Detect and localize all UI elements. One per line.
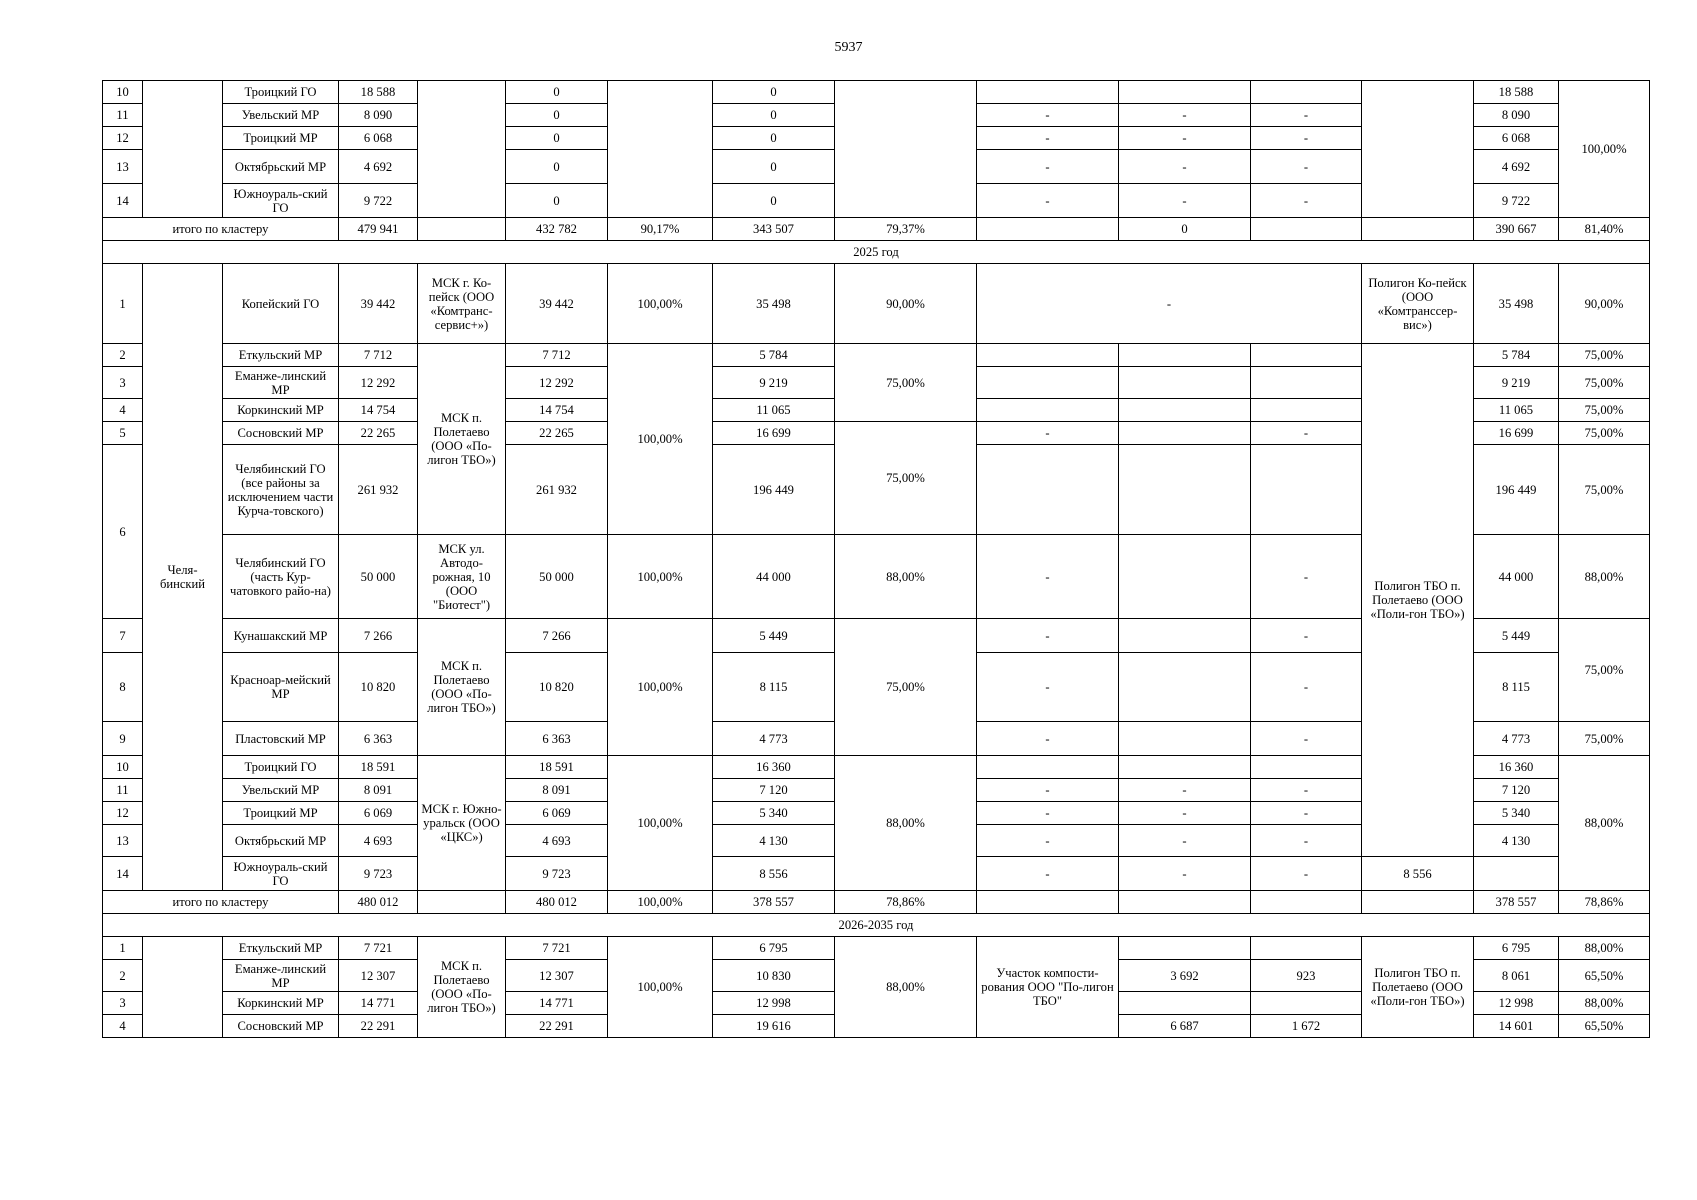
extra-col-3 (1251, 756, 1362, 779)
compost-volume (1119, 937, 1251, 960)
row-number: 11 (103, 104, 143, 127)
extra-col-3: - (1251, 619, 1362, 653)
total-extra-2 (1119, 891, 1251, 914)
municipality: Коркинский МР (223, 399, 339, 422)
municipality: Еманже-линский МР (223, 960, 339, 992)
processed-volume: 6 795 (713, 937, 835, 960)
generated-volume: 14 754 (339, 399, 418, 422)
disposed-volume: 6 795 (1474, 937, 1559, 960)
municipality: Сосновский МР (223, 1015, 339, 1038)
municipality: Троицкий ГО (223, 81, 339, 104)
extra-col-3 (1251, 399, 1362, 422)
extra-col-2: - (1119, 857, 1251, 891)
total-disposed: 390 667 (1474, 218, 1559, 241)
total-sorted: 432 782 (506, 218, 608, 241)
sorted-volume: 0 (506, 184, 608, 218)
extra-col-1 (977, 756, 1119, 779)
processed-percent: 75,00% (835, 344, 977, 422)
compost-volume (1119, 992, 1251, 1015)
municipality: Копейский ГО (223, 264, 339, 344)
municipality: Челябинский ГО (часть Кур-чатовкого райо-на) (223, 535, 339, 619)
total-processed-percent: 78,86% (835, 891, 977, 914)
extra-col-2 (1119, 422, 1251, 445)
sorting-facility: МСК ул. Автодо-рожная, 10 (ООО "Биотест") (418, 535, 506, 619)
processed-volume: 0 (713, 104, 835, 127)
disposed-volume: 6 068 (1474, 127, 1559, 150)
disposed-volume: 7 120 (1474, 779, 1559, 802)
sorted-volume: 7 266 (506, 619, 608, 653)
generated-volume: 261 932 (339, 445, 418, 535)
total-disposed-percent: 81,40% (1559, 218, 1650, 241)
table-row (103, 81, 1650, 104)
processed-percent: 75,00% (835, 619, 977, 756)
sorted-volume: 0 (506, 127, 608, 150)
total-processed: 343 507 (713, 218, 835, 241)
generated-volume: 14 771 (339, 992, 418, 1015)
total-extra-1 (977, 891, 1119, 914)
processed-volume: 35 498 (713, 264, 835, 344)
disposed-percent: 75,00% (1559, 367, 1650, 399)
cluster-cell (143, 937, 223, 1038)
processed-percent (835, 81, 977, 218)
processed-volume: 44 000 (713, 535, 835, 619)
total-extra-3 (1251, 218, 1362, 241)
extra-col-1: - (977, 104, 1119, 127)
municipality: Троицкий МР (223, 127, 339, 150)
generated-volume: 6 363 (339, 722, 418, 756)
total-processed: 378 557 (713, 891, 835, 914)
row-number: 14 (103, 184, 143, 218)
total-label: итого по кластеру (103, 218, 339, 241)
sorted-volume: 18 591 (506, 756, 608, 779)
total-extra-3 (1251, 891, 1362, 914)
extra-col-1: - (977, 779, 1119, 802)
row-number: 10 (103, 81, 143, 104)
row-number: 10 (103, 756, 143, 779)
processed-percent: 88,00% (835, 756, 977, 891)
municipality: Коркинский МР (223, 992, 339, 1015)
generated-volume: 9 722 (339, 184, 418, 218)
disposed-volume: 16 360 (1474, 756, 1559, 779)
extra-col-2 (1119, 619, 1251, 653)
sorted-volume: 9 723 (506, 857, 608, 891)
municipality: Южноураль-ский ГО (223, 184, 339, 218)
processed-volume: 0 (713, 81, 835, 104)
section-header-row (103, 914, 1650, 937)
sorted-percent (608, 81, 713, 218)
processed-volume: 19 616 (713, 1015, 835, 1038)
processed-volume: 196 449 (713, 445, 835, 535)
sorted-volume: 14 754 (506, 399, 608, 422)
table-row (103, 344, 1650, 367)
extra-col-1: - (977, 184, 1119, 218)
generated-volume: 7 712 (339, 344, 418, 367)
disposed-percent: 88,00% (1559, 535, 1650, 619)
extra-col-2 (1119, 399, 1251, 422)
processed-volume: 4 773 (713, 722, 835, 756)
sorted-percent: 100,00% (608, 619, 713, 756)
extra-col-3: - (1251, 535, 1362, 619)
disposed-percent: 75,00% (1559, 422, 1650, 445)
extra-col-3: - (1251, 150, 1362, 184)
municipality: Еткульский МР (223, 344, 339, 367)
municipality: Октябрьский МР (223, 150, 339, 184)
sorting-facility (418, 81, 506, 218)
processed-volume: 8 556 (713, 857, 835, 891)
total-label: итого по кластеру (103, 891, 339, 914)
sorted-percent: 100,00% (608, 535, 713, 619)
extra-col-1: - (977, 422, 1119, 445)
total-disposal-facility (1362, 891, 1474, 914)
disposed-volume: 44 000 (1474, 535, 1559, 619)
generated-volume: 9 723 (339, 857, 418, 891)
disposed-percent: 88,00% (1559, 992, 1650, 1015)
cluster-name: Челя-бинский (143, 264, 223, 891)
generated-volume: 50 000 (339, 535, 418, 619)
disposal-facility (1362, 81, 1474, 218)
compost-facility: Участок компости-рования ООО "По-лигон ТБО" (977, 937, 1119, 1038)
sorted-volume: 12 292 (506, 367, 608, 399)
row-number: 5 (103, 422, 143, 445)
generated-volume: 22 265 (339, 422, 418, 445)
municipality: Красноар-мейский МР (223, 653, 339, 722)
extra-col-1 (977, 344, 1119, 367)
extra-col-3 (1251, 367, 1362, 399)
page-number: 5937 (834, 40, 863, 55)
sorted-volume: 22 291 (506, 1015, 608, 1038)
extra-col-3: - (1251, 825, 1362, 857)
processed-volume: 16 699 (713, 422, 835, 445)
row-number: 13 (103, 150, 143, 184)
sorting-facility: МСК г. Южно-уральск (ООО «ЦКС») (418, 756, 506, 891)
disposed-percent: 75,00% (1559, 344, 1650, 367)
total-generated: 480 012 (339, 891, 418, 914)
row-number: 12 (103, 802, 143, 825)
processed-volume: 12 998 (713, 992, 835, 1015)
extra-col-2 (1119, 445, 1251, 535)
processed-volume: 5 784 (713, 344, 835, 367)
total-sorted-percent: 100,00% (608, 891, 713, 914)
sorted-volume: 7 721 (506, 937, 608, 960)
extra-col-3 (1251, 81, 1362, 104)
sorted-volume: 7 712 (506, 344, 608, 367)
extra-col-1: - (977, 825, 1119, 857)
compost-output: 1 672 (1251, 1015, 1362, 1038)
row-number: 6 (103, 445, 143, 619)
generated-volume: 7 266 (339, 619, 418, 653)
generated-volume: 8 090 (339, 104, 418, 127)
row-number: 2 (103, 344, 143, 367)
total-facility (418, 218, 506, 241)
extra-col-2: - (1119, 127, 1251, 150)
processed-percent: 88,00% (835, 535, 977, 619)
row-number: 3 (103, 367, 143, 399)
sorted-volume: 50 000 (506, 535, 608, 619)
row-number: 14 (103, 857, 143, 891)
processed-volume: 0 (713, 127, 835, 150)
municipality: Челябинский ГО (все районы за исключением части Курча-товского) (223, 445, 339, 535)
sorted-volume: 8 091 (506, 779, 608, 802)
extra-col-1: - (977, 150, 1119, 184)
disposed-volume: 18 588 (1474, 81, 1559, 104)
disposed-volume: 196 449 (1474, 445, 1559, 535)
disposed-percent: 75,00% (1559, 445, 1650, 535)
total-processed-percent: 79,37% (835, 218, 977, 241)
extra-col-2: - (1119, 825, 1251, 857)
row-number: 7 (103, 619, 143, 653)
disposed-volume: 14 601 (1474, 1015, 1559, 1038)
municipality: Троицкий ГО (223, 756, 339, 779)
extra-col-2: - (1119, 802, 1251, 825)
disposed-volume: 4 692 (1474, 150, 1559, 184)
extra-col-2: - (1119, 104, 1251, 127)
generated-volume: 10 820 (339, 653, 418, 722)
sorted-volume: 12 307 (506, 960, 608, 992)
disposed-volume: 8 090 (1474, 104, 1559, 127)
total-compost: 0 (1119, 218, 1251, 241)
municipality: Сосновский МР (223, 422, 339, 445)
compost-output: 923 (1251, 960, 1362, 992)
total-sorted-percent: 90,17% (608, 218, 713, 241)
extra-col-2 (1119, 81, 1251, 104)
row-number: 11 (103, 779, 143, 802)
disposed-percent: 75,00% (1559, 722, 1650, 756)
sorting-facility: МСК п. Полетаево (ООО «По-лигон ТБО») (418, 937, 506, 1038)
sorted-volume: 22 265 (506, 422, 608, 445)
sorted-volume: 261 932 (506, 445, 608, 535)
disposed-volume: 8 115 (1474, 653, 1559, 722)
cluster-total-row (103, 891, 1650, 914)
extra-col-1: - (977, 619, 1119, 653)
generated-volume: 12 307 (339, 960, 418, 992)
extra-col-2 (1119, 722, 1251, 756)
sorted-percent: 100,00% (608, 756, 713, 891)
total-extra-1 (977, 218, 1119, 241)
disposal-facility: Полигон ТБО п. Полетаево (ООО «Поли-гон ТБО») (1362, 344, 1474, 857)
row-number: 3 (103, 992, 143, 1015)
municipality: Пластовский МР (223, 722, 339, 756)
generated-volume: 22 291 (339, 1015, 418, 1038)
disposed-percent: 88,00% (1559, 756, 1650, 891)
disposed-volume: 5 340 (1474, 802, 1559, 825)
extra-col-2 (1119, 535, 1251, 619)
municipality: Увельский МР (223, 779, 339, 802)
sorted-volume: 39 442 (506, 264, 608, 344)
processed-percent: 90,00% (835, 264, 977, 344)
total-generated: 479 941 (339, 218, 418, 241)
extra-col-1: - (977, 857, 1119, 891)
disposal-facility: Полигон Ко-пейск (ООО «Комтранссер-вис») (1362, 264, 1474, 344)
sorted-volume: 4 693 (506, 825, 608, 857)
generated-volume: 12 292 (339, 367, 418, 399)
row-number: 2 (103, 960, 143, 992)
total-disposed: 378 557 (1474, 891, 1559, 914)
processed-volume: 16 360 (713, 756, 835, 779)
sorting-facility: МСК п. Полетаево (ООО «По-лигон ТБО») (418, 344, 506, 535)
section-header-row (103, 241, 1650, 264)
processed-volume: 10 830 (713, 960, 835, 992)
disposed-volume: 16 699 (1474, 422, 1559, 445)
row-number: 1 (103, 264, 143, 344)
row-number: 1 (103, 937, 143, 960)
compost-output (1251, 992, 1362, 1015)
extra-col-2 (1119, 367, 1251, 399)
disposed-volume: 8 061 (1474, 960, 1559, 992)
generated-volume: 18 591 (339, 756, 418, 779)
municipality: Октябрьский МР (223, 825, 339, 857)
extra-col-3 (1251, 445, 1362, 535)
generated-volume: 4 693 (339, 825, 418, 857)
municipality: Троицкий МР (223, 802, 339, 825)
sorted-volume: 6 069 (506, 802, 608, 825)
disposed-volume: 12 998 (1474, 992, 1559, 1015)
sorted-volume: 0 (506, 104, 608, 127)
sorted-percent: 100,00% (608, 937, 713, 1038)
row-number: 8 (103, 653, 143, 722)
disposed-percent: 88,00% (1559, 937, 1650, 960)
generated-volume: 6 068 (339, 127, 418, 150)
extra-col-3: - (1251, 422, 1362, 445)
processed-volume: 11 065 (713, 399, 835, 422)
extra-col-1 (977, 81, 1119, 104)
sorting-facility: МСК п. Полетаево (ООО «По-лигон ТБО») (418, 619, 506, 756)
disposed-percent: 90,00% (1559, 264, 1650, 344)
extra-col-3: - (1251, 127, 1362, 150)
processed-volume: 5 340 (713, 802, 835, 825)
generated-volume: 18 588 (339, 81, 418, 104)
extra-col-1: - (977, 653, 1119, 722)
extra-col-2: - (1119, 779, 1251, 802)
municipality: Увельский МР (223, 104, 339, 127)
section-title-2026-2035: 2026-2035 год (103, 914, 1650, 937)
cluster-cell (143, 81, 223, 218)
disposed-percent: 65,50% (1559, 1015, 1650, 1038)
disposed-volume: 9 219 (1474, 367, 1559, 399)
section-title-2025: 2025 год (103, 241, 1650, 264)
municipality: Еманже-линский МР (223, 367, 339, 399)
disposed-percent: 75,00% (1559, 399, 1650, 422)
disposed-volume: 4 773 (1474, 722, 1559, 756)
compost-volume: 3 692 (1119, 960, 1251, 992)
disposal-facility: Полигон ТБО п. Полетаево (ООО «Поли-гон ТБО») (1362, 937, 1474, 1038)
extra-col-1: - (977, 535, 1119, 619)
row-number: 12 (103, 127, 143, 150)
extra-col-3: - (1251, 184, 1362, 218)
extra-col-3 (1251, 344, 1362, 367)
compost-output (1251, 937, 1362, 960)
row-number: 9 (103, 722, 143, 756)
disposed-volume: 4 130 (1474, 825, 1559, 857)
waste-flow-table (102, 80, 1650, 1038)
table-row (103, 264, 1650, 344)
disposed-volume: 11 065 (1474, 399, 1559, 422)
processed-volume: 0 (713, 150, 835, 184)
row-number: 4 (103, 1015, 143, 1038)
extra-col-1: - (977, 127, 1119, 150)
extra-col-1 (977, 399, 1119, 422)
total-facility (418, 891, 506, 914)
disposed-volume: 8 556 (1362, 857, 1474, 891)
extra-col-3: - (1251, 857, 1362, 891)
generated-volume: 6 069 (339, 802, 418, 825)
sorted-percent: 100,00% (608, 264, 713, 344)
extra-cols: - (977, 264, 1362, 344)
processed-volume: 5 449 (713, 619, 835, 653)
processed-volume: 0 (713, 184, 835, 218)
row-number: 4 (103, 399, 143, 422)
disposed-volume: 35 498 (1474, 264, 1559, 344)
disposed-percent: 75,00% (1559, 619, 1650, 722)
sorted-volume: 14 771 (506, 992, 608, 1015)
processed-volume: 7 120 (713, 779, 835, 802)
extra-col-1: - (977, 802, 1119, 825)
generated-volume: 8 091 (339, 779, 418, 802)
total-disposed-percent: 78,86% (1559, 891, 1650, 914)
processed-volume: 4 130 (713, 825, 835, 857)
extra-col-2 (1119, 344, 1251, 367)
sorted-percent: 100,00% (608, 344, 713, 535)
generated-volume: 39 442 (339, 264, 418, 344)
extra-col-2 (1119, 756, 1251, 779)
compost-volume: 6 687 (1119, 1015, 1251, 1038)
row-number: 13 (103, 825, 143, 857)
extra-col-3: - (1251, 653, 1362, 722)
municipality: Южноураль-ский ГО (223, 857, 339, 891)
municipality: Еткульский МР (223, 937, 339, 960)
extra-col-3: - (1251, 104, 1362, 127)
processed-volume: 9 219 (713, 367, 835, 399)
extra-col-2 (1119, 653, 1251, 722)
extra-col-1 (977, 445, 1119, 535)
extra-col-3: - (1251, 802, 1362, 825)
generated-volume: 7 721 (339, 937, 418, 960)
municipality: Кунашакский МР (223, 619, 339, 653)
total-disposal-facility (1362, 218, 1474, 241)
sorted-volume: 0 (506, 81, 608, 104)
sorted-volume: 0 (506, 150, 608, 184)
extra-col-3: - (1251, 722, 1362, 756)
disposed-percent: 100,00% (1559, 81, 1650, 218)
processed-percent: 75,00% (835, 422, 977, 535)
disposed-volume: 9 722 (1474, 184, 1559, 218)
disposed-volume: 5 449 (1474, 619, 1559, 653)
sorting-facility: МСК г. Ко-пейск (ООО «Комтранс-сервис+») (418, 264, 506, 344)
extra-col-2: - (1119, 150, 1251, 184)
extra-col-3: - (1251, 779, 1362, 802)
disposed-percent: 65,50% (1559, 960, 1650, 992)
extra-col-1 (977, 367, 1119, 399)
sorted-volume: 6 363 (506, 722, 608, 756)
cluster-total-row (103, 218, 1650, 241)
sorted-volume: 10 820 (506, 653, 608, 722)
processed-percent: 88,00% (835, 937, 977, 1038)
disposed-volume: 5 784 (1474, 344, 1559, 367)
total-sorted: 480 012 (506, 891, 608, 914)
table-row (103, 937, 1650, 960)
extra-col-2: - (1119, 184, 1251, 218)
generated-volume: 4 692 (339, 150, 418, 184)
processed-volume: 8 115 (713, 653, 835, 722)
extra-col-1: - (977, 722, 1119, 756)
